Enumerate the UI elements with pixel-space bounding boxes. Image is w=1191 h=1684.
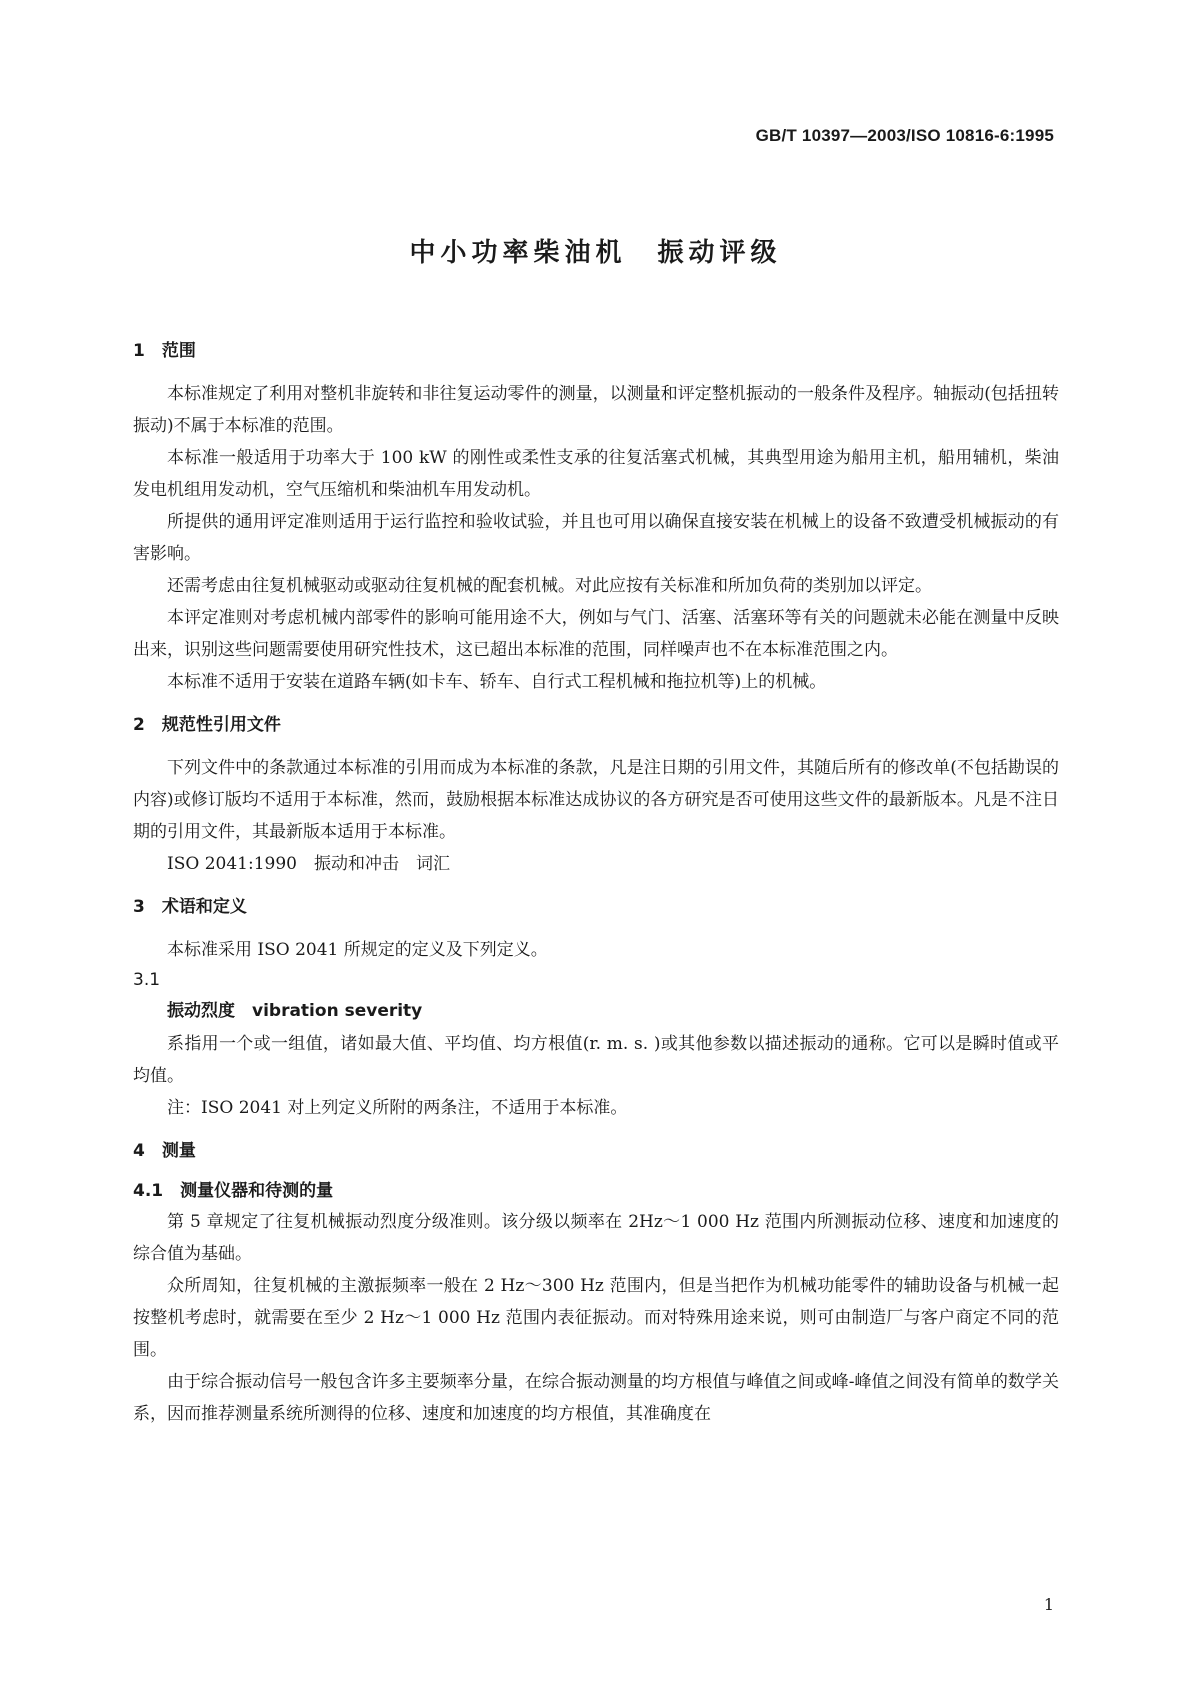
section-1-paragraph: 本标准一般适用于功率大于 100 kW 的刚性或柔性支承的往复活塞式机械，其典型用途为船用主机，船用辅机，柴油发电机组用发动机，空气压缩机和柴油机车用发动机。	[133, 448, 1059, 500]
clause-number: 3.1	[133, 970, 161, 990]
normative-reference: ISO 2041:1990 振动和冲击 词汇	[167, 854, 450, 874]
section-1-paragraph: 本标准不适用于安装在道路车辆(如卡车、轿车、自行式工程机械和拖拉机等)上的机械。	[167, 672, 827, 692]
section-1-paragraph: 还需考虑由往复机械驱动或驱动往复机械的配套机械。对此应按有关标准和所加负荷的类别加以评定。	[167, 576, 932, 596]
document-body	[133, 338, 1059, 1430]
page-number: 1	[1043, 1595, 1054, 1614]
section-1-heading: 1 范围	[133, 341, 196, 361]
standard-code: GB/T 10397—2003/ISO 10816-6:1995	[755, 126, 1054, 145]
section-3-heading: 3 术语和定义	[133, 897, 247, 917]
term-entry: 振动烈度 vibration severity	[167, 1001, 423, 1021]
section-1-paragraph: 所提供的通用评定准则适用于运行监控和验收试验，并且也可用以确保直接安装在机械上的设备不致遭受机械振动的有害影响。	[133, 512, 1059, 564]
definition-note: 注：ISO 2041 对上列定义所附的两条注，不适用于本标准。	[167, 1098, 628, 1118]
section-4-1-heading: 4.1 测量仪器和待测的量	[133, 1181, 334, 1201]
section-3-intro: 本标准采用 ISO 2041 所规定的定义及下列定义。	[167, 940, 548, 960]
section-2-heading: 2 规范性引用文件	[133, 715, 281, 735]
document-title: 中小功率柴油机 振动评级	[409, 238, 782, 268]
section-4-heading: 4 测量	[133, 1141, 196, 1161]
section-1-paragraph: 本评定准则对考虑机械内部零件的影响可能用途不大，例如与气门、活塞、活塞环等有关的问题就未必能在测量中反映出来，识别这些问题需要使用研究性技术，这已超出本标准的范围，同样噪声也不在本标准范围之内。	[133, 608, 1059, 660]
section-4-paragraph: 由于综合振动信号一般包含许多主要频率分量，在综合振动测量的均方根值与峰值之间或峰-峰值之间没有简单的数学关系，因而推荐测量系统所测得的位移、速度和加速度的均方根值，其准确度在	[133, 1372, 1059, 1424]
section-4-paragraph: 众所周知，往复机械的主激振频率一般在 2 Hz～300 Hz 范围内，但是当把作为机械功能零件的辅助设备与机械一起按整机考虑时，就需要在至少 2 Hz～1 000 Hz 范围内表征振动。而对特殊用途来说，则可由制造厂与客户商定不同的范围。	[133, 1276, 1059, 1360]
term-definition: 系指用一个或一组值，诸如最大值、平均值、均方根值(r. m. s. )或其他参数以描述振动的通称。它可以是瞬时值或平均值。	[133, 1034, 1059, 1086]
section-1-paragraph: 本标准规定了利用对整机非旋转和非往复运动零件的测量，以测量和评定整机振动的一般条件及程序。轴振动(包括扭转振动)不属于本标准的范围。	[133, 384, 1059, 436]
section-4-paragraph: 第 5 章规定了往复机械振动烈度分级准则。该分级以频率在 2Hz～1 000 Hz 范围内所测振动位移、速度和加速度的综合值为基础。	[133, 1212, 1059, 1264]
section-2-paragraph: 下列文件中的条款通过本标准的引用而成为本标准的条款，凡是注日期的引用文件，其随后所有的修改单(不包括勘误的内容)或修订版均不适用于本标准，然而，鼓励根据本标准达成协议的各方研究是否可使用这些文件的最新版本。凡是不注日期的引用文件，其最新版本适用于本标准。	[133, 758, 1059, 842]
